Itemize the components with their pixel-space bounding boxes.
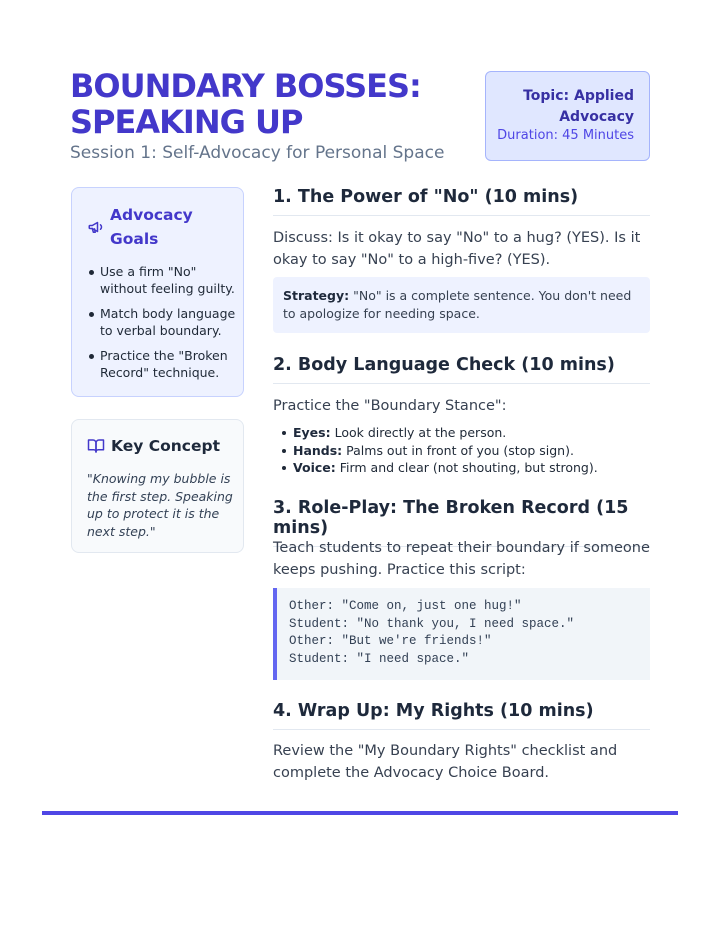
megaphone-icon	[87, 218, 105, 236]
concept-header	[87, 437, 220, 455]
goal-item: Practice the "Broken Record" technique.	[100, 347, 240, 381]
goals-title: Advocacy Goals	[110, 206, 193, 248]
stance-label: Eyes:	[293, 425, 331, 440]
section-2-text: Practice the "Boundary Stance":	[273, 398, 507, 414]
stance-text: Palms out in front of you (stop sign).	[342, 442, 574, 458]
section-3-text: Teach students to repeat their boundary if someone keeps pushing. Practice this script:	[273, 540, 650, 578]
stance-text: Firm and clear (not shouting, but strong).	[335, 460, 598, 475]
goals-list	[100, 263, 240, 389]
script-line: Student: "No thank you, I need space."	[289, 616, 575, 631]
section-2-title: 2. Body Language Check (10 mins)	[273, 355, 650, 384]
key-concept-card	[71, 419, 244, 553]
stance-list	[293, 424, 653, 477]
strategy-callout	[273, 277, 650, 333]
section-4-text: Review the "My Boundary Rights" checklist and complete the Advocacy Choice Board.	[273, 743, 618, 781]
advocacy-goals-card	[71, 187, 244, 397]
stance-text: Look directly at the person.	[330, 425, 507, 440]
topic-label: Topic: Applied Advocacy	[523, 88, 634, 125]
footer-divider	[42, 811, 678, 815]
page-title: BOUNDARY BOSSES: SPEAKING UP	[70, 67, 421, 141]
script-line: Other: "But we're friends!"	[289, 634, 492, 648]
topic-box	[485, 71, 650, 161]
goal-item: Use a firm "No" without feeling guilty.	[100, 263, 240, 297]
goals-header	[87, 203, 210, 251]
stance-item-voice	[293, 459, 653, 477]
section-1-text: Discuss: Is it okay to say "No" to a hug? (YES). Is it okay to say "No" to a high-five? (YES).	[273, 230, 641, 268]
concept-quote: "Knowing my bubble is the first step. Speaking up to protect it is the next step."	[87, 471, 233, 539]
strategy-label: Strategy:	[283, 288, 350, 303]
stance-item-hands	[293, 442, 653, 460]
stance-item-eyes	[293, 424, 653, 442]
concept-title: Key Concept	[111, 437, 221, 455]
script-box	[273, 588, 650, 680]
duration-label: Duration: 45 Minutes	[497, 128, 634, 143]
script-line: Other: "Come on, just one hug!"	[289, 599, 522, 613]
goal-item: Match body language to verbal boundary.	[100, 305, 240, 339]
script-line: Student: "I need space."	[289, 651, 470, 666]
stance-label: Voice:	[293, 460, 336, 475]
strategy-text: "No" is a complete sentence. You don't need to apologize for needing space.	[283, 288, 632, 321]
stance-label: Hands:	[293, 442, 343, 458]
section-4-title: 4. Wrap Up: My Rights (10 mins)	[273, 701, 650, 730]
open-book-icon	[87, 438, 105, 454]
section-1-title: 1. The Power of "No" (10 mins)	[273, 187, 650, 216]
page-subtitle: Session 1: Self-Advocacy for Personal Space	[70, 143, 445, 163]
section-3-title: 3. Role-Play: The Broken Record (15 mins)	[273, 498, 650, 547]
